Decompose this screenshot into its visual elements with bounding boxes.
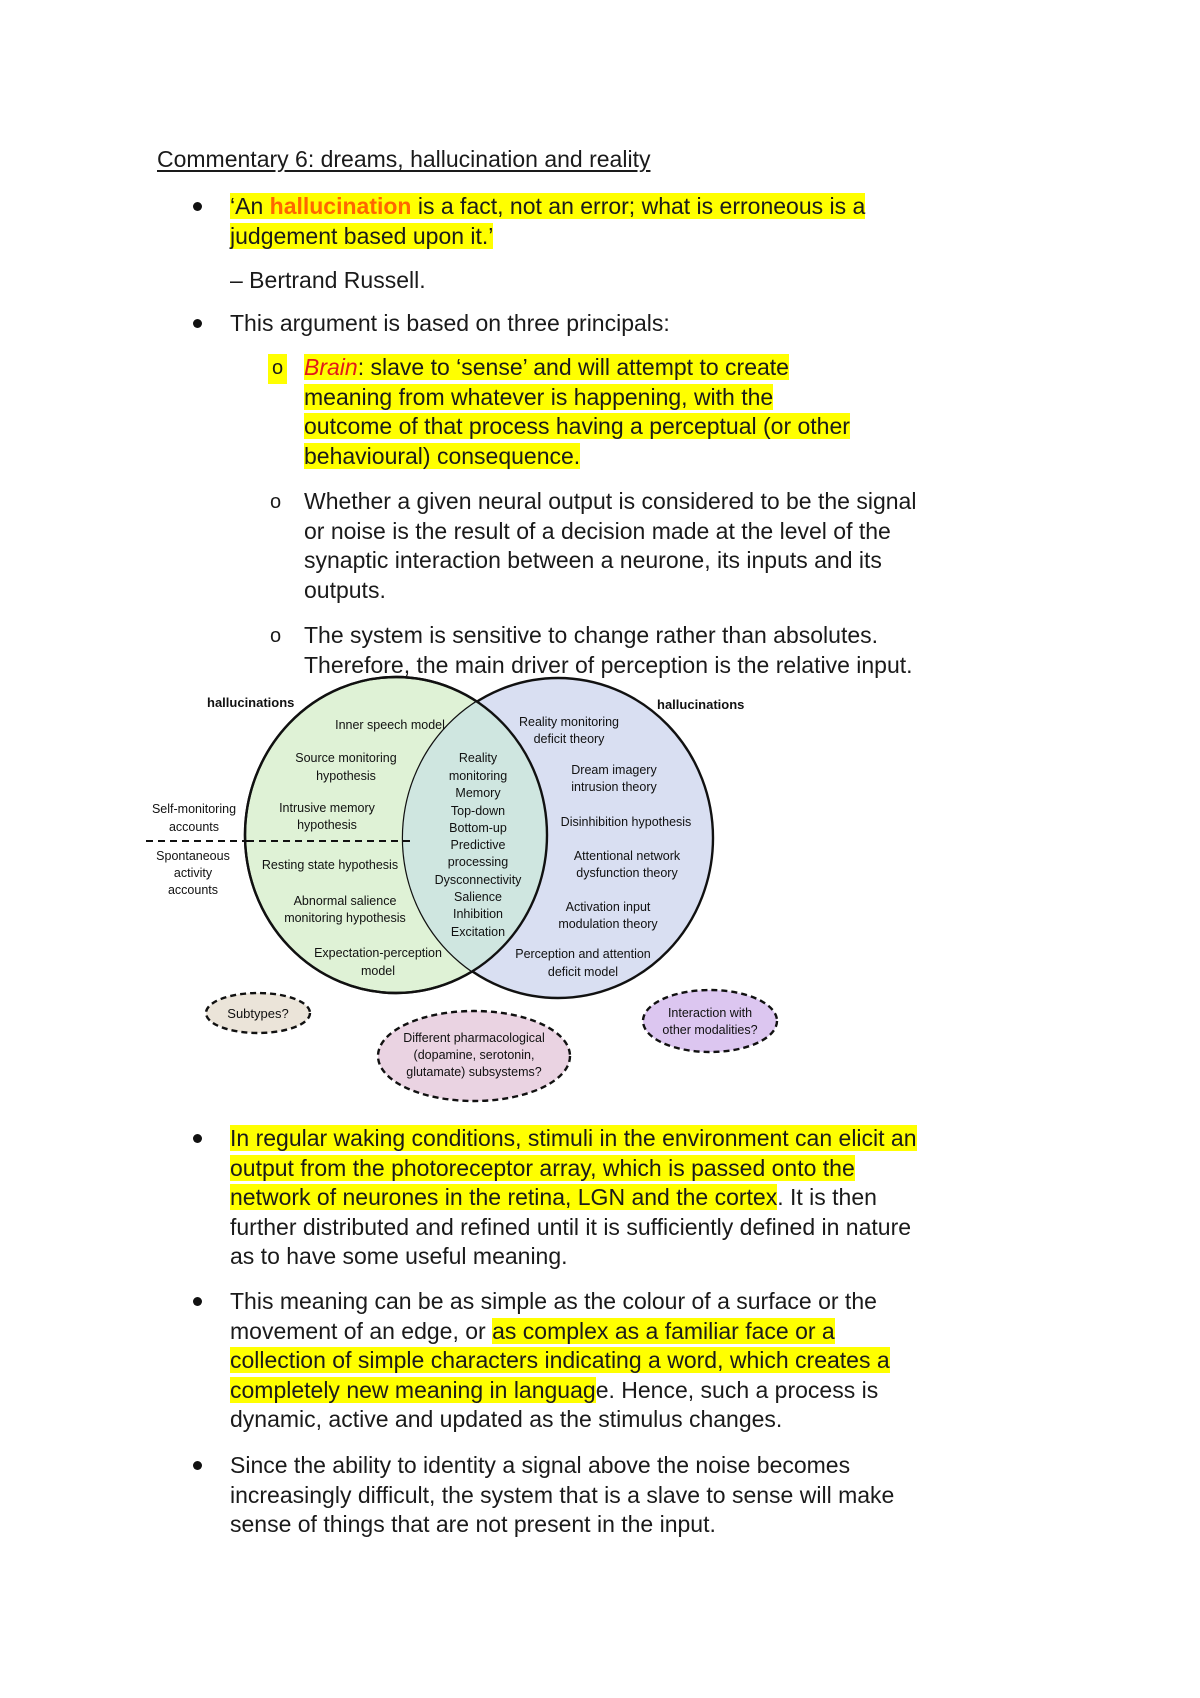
self-monitoring-label <box>152 802 236 834</box>
svg-text:Resting state hypothesis: Resting state hypothesis <box>261 858 399 872</box>
sub-bullet-text: Whether a given neural output is considered to be the signal or noise is the result of a decision made at the level of the synaptic interaction between a neurone, its inputs and its outputs. <box>304 488 917 603</box>
subtypes-label: Subtypes? <box>227 1006 289 1021</box>
svg-text:Expectation-perception: Expectation-perception <box>314 946 442 960</box>
brain-term: Brain <box>304 354 358 380</box>
svg-text:Spontaneous: Spontaneous <box>156 849 230 863</box>
svg-text:deficit model: deficit model <box>547 965 619 979</box>
bullet-text: Since the ability to identity a signal above the noise becomes increasingly difficult, the system that is a slave to sense will make sense of things that are not present in the input. <box>230 1452 895 1537</box>
svg-text:monitoring: monitoring <box>448 769 508 783</box>
quote-text: judgement based upon it.’ <box>230 222 494 249</box>
svg-text:accounts: accounts <box>168 820 220 834</box>
svg-text:Self-monitoring: Self-monitoring <box>151 802 237 816</box>
quote-attribution: – Bertrand Russell. <box>230 267 426 293</box>
sub-bullet-marker: o <box>270 491 282 513</box>
bullet-text: This meaning can be as simple as the colour of a surface or the movement of an edge, or as complex as a familiar face or a collection of simple characters indicating a word, which creates a completely new meaning in language. Hence, such a process is dynamic, active and updated as the stimulus changes. <box>230 1288 890 1432</box>
svg-text:Intrusive memory: Intrusive memory <box>279 801 375 815</box>
svg-text:Predictive: Predictive <box>450 838 506 852</box>
svg-text:Different pharmacological: Different pharmacological <box>403 1031 545 1045</box>
quote-text: is a fact, not an error; what is erroneous is a <box>411 193 866 219</box>
left-heading: hallucinations <box>207 695 295 710</box>
svg-text:Abnormal salience: Abnormal salience <box>293 894 397 908</box>
svg-text:activity: activity <box>173 866 213 880</box>
svg-text:Dream imagery: Dream imagery <box>571 763 657 777</box>
svg-text:Dysconnectivity: Dysconnectivity <box>434 873 522 887</box>
svg-text:glutamate) subsystems?: glutamate) subsystems? <box>406 1065 542 1079</box>
svg-text:Inhibition: Inhibition <box>452 907 504 921</box>
svg-text:Inner speech model: Inner speech model <box>335 718 445 732</box>
svg-text:processing: processing <box>447 855 509 869</box>
quote-text: ‘An <box>230 193 270 219</box>
bullet-dot <box>193 1134 202 1143</box>
sub-bullet-text: The system is sensitive to change rather than absolutes. Therefore, the main driver of perception is the relative input. <box>304 622 913 678</box>
svg-text:Salience: Salience <box>454 890 502 904</box>
quote-highlight-term: hallucination <box>269 193 412 219</box>
svg-text:Reality monitoring: Reality monitoring <box>518 715 620 729</box>
sub-bullet-marker: o <box>268 354 287 384</box>
bullet-text: In regular waking conditions, stimuli in the environment can elicit an output from the photoreceptor array, which is passed onto the network of neurones in the retina, LGN and the cortex. It is then further distributed and refined until it is sufficiently defined in nature as to have some useful meaning. <box>230 1125 917 1269</box>
bullet-text: This argument is based on three principals: <box>230 310 670 336</box>
svg-text:Bottom-up: Bottom-up <box>449 821 507 835</box>
svg-text:Memory: Memory <box>455 786 501 800</box>
svg-text:hypothesis: hypothesis <box>297 818 357 832</box>
sub-bullet-marker: o <box>270 625 282 647</box>
svg-text:hypothesis: hypothesis <box>316 769 376 783</box>
svg-text:dysfunction theory: dysfunction theory <box>576 866 678 880</box>
svg-text:other modalities?: other modalities? <box>662 1023 758 1037</box>
svg-text:Disinhibition hypothesis: Disinhibition hypothesis <box>560 815 692 829</box>
right-heading: hallucinations <box>657 697 745 712</box>
svg-text:intrusion theory: intrusion theory <box>571 780 657 794</box>
svg-text:deficit theory: deficit theory <box>533 732 605 746</box>
page-title: Commentary 6: dreams, hallucination and reality <box>157 146 651 172</box>
svg-text:Source monitoring: Source monitoring <box>295 751 397 765</box>
svg-text:Perception and attention: Perception and attention <box>515 947 651 961</box>
svg-text:Excitation: Excitation <box>450 925 506 939</box>
bullet-dot <box>193 1297 202 1306</box>
spontaneous-label <box>156 849 230 897</box>
pharmacological-label <box>403 1031 545 1079</box>
svg-text:Top-down: Top-down <box>450 804 506 818</box>
svg-text:Activation input: Activation input <box>565 900 651 914</box>
modalities-bubble <box>643 990 777 1052</box>
sub-bullet-text: Brain: slave to ‘sense’ and will attempt to create meaning from whatever is happening, with the outcome of that process having a perceptual (or other behavioural) consequence. <box>304 354 850 469</box>
svg-text:Interaction with: Interaction with <box>667 1006 753 1020</box>
svg-text:model: model <box>360 964 396 978</box>
svg-text:monitoring hypothesis: monitoring hypothesis <box>284 911 406 925</box>
svg-text:modulation theory: modulation theory <box>558 917 658 931</box>
svg-text:accounts: accounts <box>167 883 219 897</box>
svg-text:(dopamine, serotonin,: (dopamine, serotonin, <box>413 1048 535 1062</box>
svg-text:Reality: Reality <box>458 751 498 765</box>
bullet-dot <box>193 1461 202 1470</box>
svg-text:Attentional network: Attentional network <box>573 849 681 863</box>
